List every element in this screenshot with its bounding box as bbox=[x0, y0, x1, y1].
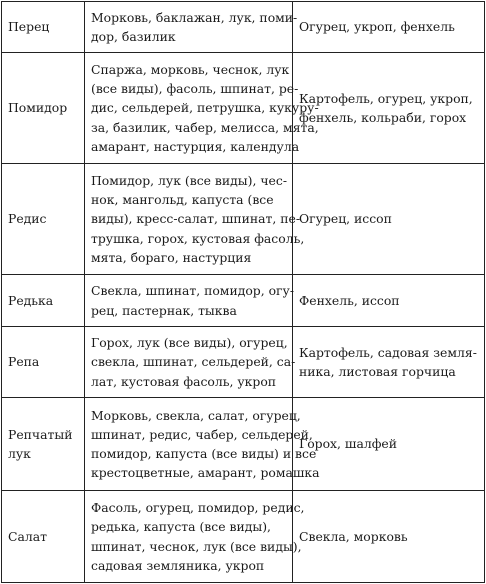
table-row bbox=[2, 2, 485, 53]
cell-text-line: Свекла, шпинат, помидор, огу- bbox=[91, 283, 295, 299]
cell-text-line: Горох, шалфей bbox=[299, 436, 397, 452]
cell-text-line: Перец bbox=[8, 19, 50, 35]
plant-cell bbox=[2, 275, 85, 327]
plant-cell bbox=[2, 327, 85, 398]
cell-text-line: Свекла, морковь bbox=[299, 528, 408, 544]
table-row bbox=[2, 398, 485, 491]
cell-text-line: дис, сельдерей, петрушка, кукуру- bbox=[91, 100, 319, 116]
cell-text-line: Салат bbox=[8, 528, 47, 544]
cell-text-line: шпинат, чеснок, лук (все виды), bbox=[91, 538, 302, 554]
bad-neighbors-cell bbox=[293, 164, 485, 275]
cell-text-line: свекла, шпинат, сельдерей, са- bbox=[91, 354, 296, 370]
plant-cell bbox=[2, 2, 85, 53]
cell-text-line: помидор, капуста (все виды) и все bbox=[91, 446, 317, 461]
cell-text-line: виды), кресс-салат, шпинат, пе- bbox=[91, 211, 301, 227]
plant-cell bbox=[2, 398, 85, 491]
table-row bbox=[2, 327, 485, 398]
good-neighbors-cell bbox=[85, 164, 305, 275]
table-row bbox=[2, 164, 485, 275]
good-neighbors-cell bbox=[85, 327, 296, 398]
cell-text-line: нок, мангольд, капуста (все bbox=[91, 192, 274, 208]
table-row bbox=[2, 53, 485, 164]
cell-text-line: лук bbox=[8, 446, 31, 461]
cell-text-line: садовая земляника, укроп bbox=[91, 557, 265, 573]
cell-text-line: Помидор bbox=[8, 100, 68, 116]
cell-text-line: Редис bbox=[8, 211, 47, 227]
cell-text-line: Редька bbox=[8, 292, 54, 308]
cell-text-line: за, базилик, чабер, мелисса, мята, bbox=[91, 119, 319, 135]
cell-text-line: Репа bbox=[8, 354, 40, 370]
cell-text-line: рец, пастернак, тыква bbox=[91, 302, 237, 318]
cell-text-line: Горох, лук (все виды), огурец, bbox=[91, 335, 288, 351]
cell-text-line: амарант, настурция, календула bbox=[91, 138, 300, 154]
cell-text-line: (все виды), фасоль, шпинат, ре- bbox=[91, 81, 299, 97]
cell-text-line: Помидор, лук (все виды), чес- bbox=[91, 172, 288, 188]
good-neighbors-cell bbox=[85, 398, 320, 491]
cell-text-line: крестоцветные, амарант, ромашка bbox=[91, 465, 320, 481]
table-row bbox=[2, 275, 485, 327]
cell-text-line: Спаржа, морковь, чеснок, лук bbox=[91, 61, 290, 77]
cell-text-line: Фенхель, иссоп bbox=[299, 292, 400, 308]
cell-text-line: ника, листовая горчица bbox=[299, 364, 456, 379]
cell-text-line: лат, кустовая фасоль, укроп bbox=[91, 373, 277, 389]
bad-neighbors-cell bbox=[293, 275, 485, 327]
cell-text-line: Картофель, садовая земля- bbox=[299, 344, 477, 360]
bad-neighbors-cell bbox=[293, 398, 485, 491]
cell-text-line: Огурец, укроп, фенхель bbox=[299, 19, 455, 35]
plant-cell bbox=[2, 53, 85, 164]
cell-text-line: Картофель, огурец, укроп, bbox=[299, 90, 473, 106]
good-neighbors-cell bbox=[85, 491, 305, 583]
cell-text-line: Огурец, иссоп bbox=[299, 211, 392, 227]
cell-text-line: трушка, горох, кустовая фасоль, bbox=[91, 230, 305, 246]
cell-text-line: Морковь, баклажан, лук, поми- bbox=[91, 9, 298, 25]
cell-text-line: дор, базилик bbox=[91, 29, 176, 44]
cell-text-line: Репчатый bbox=[8, 426, 73, 442]
table-row bbox=[2, 491, 485, 583]
good-neighbors-cell bbox=[85, 2, 298, 53]
plant-cell bbox=[2, 491, 85, 583]
bad-neighbors-cell bbox=[293, 2, 485, 53]
companion-planting-table bbox=[1, 1, 485, 583]
plant-cell bbox=[2, 164, 85, 275]
cell-text-line: мята, бораго, настурция bbox=[91, 249, 252, 265]
good-neighbors-cell bbox=[85, 53, 319, 164]
bad-neighbors-cell bbox=[293, 491, 485, 583]
good-neighbors-cell bbox=[85, 275, 293, 327]
cell-text-line: Фасоль, огурец, помидор, редис, bbox=[91, 500, 305, 516]
bad-neighbors-cell bbox=[293, 53, 485, 164]
cell-text-line: Морковь, свекла, салат, огурец, bbox=[91, 407, 301, 423]
cell-text-line: шпинат, редис, чабер, сельдерей, bbox=[91, 426, 313, 442]
bad-neighbors-cell bbox=[293, 327, 485, 398]
cell-text-line: редька, капуста (все виды), bbox=[91, 519, 271, 535]
cell-text-line: фенхель, кольраби, горох bbox=[299, 110, 467, 125]
